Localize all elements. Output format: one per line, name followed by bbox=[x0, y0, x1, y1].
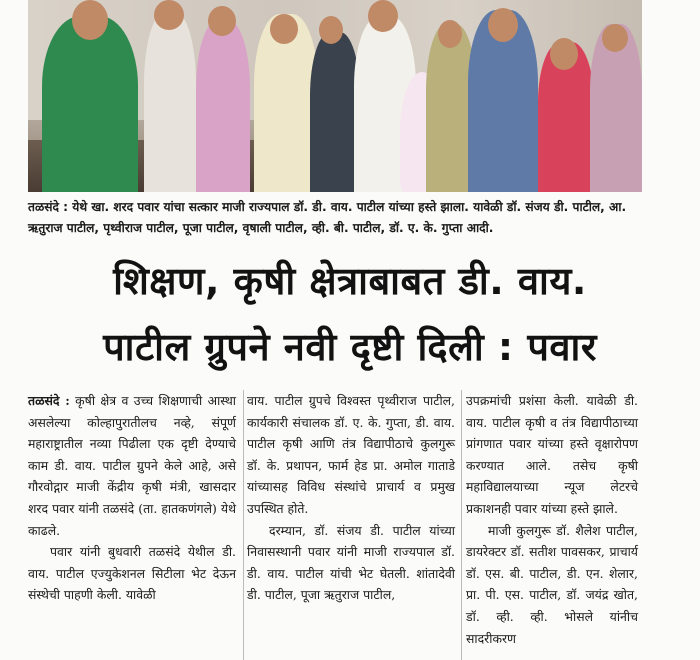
person-figure bbox=[196, 20, 250, 192]
person-head bbox=[438, 20, 462, 48]
paragraph-text: कृषी क्षेत्र व उच्च शिक्षणाची आस्था असलेल्या कोल्हापुरातीलच नव्हे, संपूर्ण महाराष्ट्रातील नव्या पिढीला एक दृष्टी देण्याचे काम डी. वाय. पाटील ग्रुपने केले आहे, असे गौरवोद्गार माजी केंद्रीय कृषी मंत्री, खासदार शरद पवार यांनी तळसंदे (ता. हातकणंगले) येथे काढले. bbox=[28, 393, 236, 538]
person-head bbox=[270, 14, 298, 44]
column-divider bbox=[243, 390, 244, 660]
paragraph bbox=[28, 390, 236, 541]
person-figure bbox=[144, 12, 196, 192]
person-head bbox=[154, 0, 184, 30]
person-figure bbox=[310, 32, 360, 192]
column-divider bbox=[461, 390, 462, 660]
paragraph: दरम्यान, डॉ. संजय डी. पाटील यांच्या निवासस्थानी पवार यांनी माजी राज्यपाल डॉ. डी. वाय. पाटील यांची भेट घेतली. शांतादेवी डी. पाटील, पूजा ऋतुराज पाटील, bbox=[247, 522, 455, 603]
paragraph: माजी कुलगुरू डॉ. शैलेश पाटील, डायरेक्टर डॉ. सतीश पावसकर, प्राचार्य डॉ. एस. बी. पाटील, डी. एन. शेलार, प्रा. पी. एस. पाटील, डॉ. जयंद्र खोत, डॉ. व्ही. व्ही. भोसले यांनीच सादरीकरण bbox=[466, 522, 638, 646]
article-column-1 bbox=[28, 390, 236, 606]
dateline: तळसंदे : bbox=[28, 393, 70, 408]
person-figure bbox=[42, 16, 138, 192]
article-column-2 bbox=[247, 390, 455, 606]
news-photo bbox=[28, 0, 642, 192]
person-head bbox=[550, 38, 578, 70]
person-head bbox=[488, 8, 518, 42]
person-head bbox=[72, 0, 108, 40]
article-headline bbox=[20, 248, 680, 380]
paragraph: पवार यांनी बुधवारी तळसंदे येथील डी. वाय. पाटील एज्युकेशनल सिटीला भेट देऊन संस्थेची पाहणी केली. यावेळी bbox=[28, 544, 236, 603]
person-head bbox=[602, 24, 628, 52]
person-head bbox=[208, 6, 236, 36]
article-column-3 bbox=[466, 390, 638, 649]
paragraph: वाय. पाटील ग्रुपचे विश्वस्त पृथ्वीराज पाटील, कार्यकारी संचालक डॉ. ए. के. गुप्ता, डी. वाय. पाटील कृषी आणि तंत्र विद्यापीठाचे कुलगुरू डॉ. के. प्रथापन, फार्म हेड प्रा. अमोल गाताडे यांच्यासह विविध संस्थांचे प्राचार्य व प्रमुख उपस्थित होते. bbox=[247, 393, 455, 516]
headline-line-1: शिक्षण, कृषी क्षेत्राबाबत डी. वाय. bbox=[113, 259, 587, 303]
person-head bbox=[319, 16, 343, 44]
paragraph: उपक्रमांची प्रशंसा केली. यावेळी डी. वाय. पाटील कृषी व तंत्र विद्यापीठाच्या प्रांगणात पवार यांच्या हस्ते वृक्षारोपण करण्यात आले. तसेच कृषी महाविद्यालयाच्या न्यूज लेटरचे प्रकाशनही पवार यांच्या हस्ते झाले. bbox=[466, 393, 638, 516]
photo-caption: तळसंदे : येथे खा. शरद पवार यांचा सत्कार माजी राज्यपाल डॉ. डी. वाय. पाटील यांच्या हस्ते झाला. यावेळी डॉ. संजय डी. पाटील, आ. ऋतुराज पाटील, पृथ्वीराज पाटील, पूजा पाटील, वृषाली पाटील, व्ही. बी. पाटील, डॉ. ए. के. गुप्ता आदी. bbox=[28, 200, 627, 235]
headline-line-2: पाटील ग्रुपने नवी दृष्टी दिली : पवार bbox=[103, 325, 597, 369]
person-head bbox=[368, 0, 398, 32]
